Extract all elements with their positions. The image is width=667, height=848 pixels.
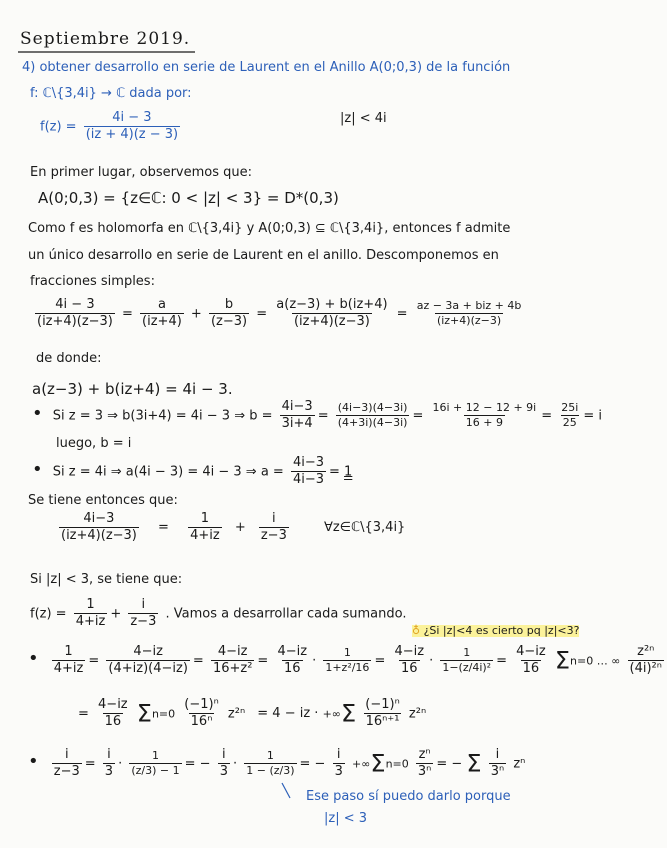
b2-num: 4i−3 bbox=[292, 455, 325, 470]
r-num-1: 4i−3 bbox=[83, 511, 115, 526]
pf-den-1: (iz+4)(z−3) bbox=[37, 314, 113, 330]
text-then-b: luego, b = i bbox=[56, 436, 132, 451]
e2-frac-1 bbox=[96, 698, 130, 730]
e3-num-6: i bbox=[336, 747, 341, 762]
pf-num-3: az − 3a + biz + 4b bbox=[416, 299, 522, 313]
e1-frac-2 bbox=[106, 645, 190, 677]
e1-frac-6 bbox=[392, 645, 426, 677]
f-split-lhs: f(z) = bbox=[30, 606, 67, 622]
r-condition: ∀z∈ℂ\{3,4i} bbox=[324, 520, 406, 536]
bullet-dot: • bbox=[28, 751, 39, 773]
e3-den-8: 3ⁿ bbox=[490, 764, 505, 780]
r-num-2: 1 bbox=[200, 511, 209, 526]
text-holomorphic: Como f es holomorfa en ℂ\{3,4i} y A(0;0,3) ⊆ ℂ\{3,4i}, entonces f admite bbox=[28, 221, 511, 236]
b1-num-4: 25i bbox=[561, 401, 579, 415]
f-split-frac-2 bbox=[128, 598, 158, 630]
function-definition bbox=[40, 111, 183, 143]
pf-num-a: a bbox=[157, 297, 166, 312]
e1-sum-bounds: n=0 … ∞ bbox=[570, 654, 621, 668]
e1-num-5: 1 bbox=[343, 646, 351, 660]
sigma-symbol: Σ bbox=[466, 749, 482, 778]
sigma-symbol: Σ bbox=[370, 749, 386, 778]
e3-frac-3 bbox=[129, 750, 181, 777]
e3-frac-6 bbox=[333, 748, 345, 780]
e3-num-5: 1 bbox=[266, 749, 274, 763]
expansion-line-2: = $\frac{4-iz}{16}$ Σn=0 $\frac{\text{(−1)ⁿ}}{\text{16ⁿ}}$ z²ⁿ = 4 − iz · +∞Σ $\frac{\text{(−1)ⁿ}}{\text{16ⁿ⁺¹}}$ z²ⁿ bbox=[78, 697, 427, 730]
bullet-dot: • bbox=[32, 403, 43, 425]
e3-num-2: i bbox=[107, 747, 111, 762]
b2-result: 1 bbox=[344, 464, 353, 480]
e3-den-1: z−3 bbox=[53, 764, 80, 780]
e3-frac-8 bbox=[489, 748, 506, 780]
bullet2-text: Si z = 4i ⇒ a(4i − 3) = 4i − 3 ⇒ a = bbox=[52, 464, 284, 480]
e1-num-6: 4−iz bbox=[394, 644, 425, 659]
e1-num-3: 4−iz bbox=[217, 644, 248, 659]
decomposition-result: $\frac{4i-3}{(iz+4)(z-3)}$ = $\frac{1}{4+iz}$ + $\frac{i}{z-3}$ ∀z∈ℂ\{3,4i} bbox=[61, 511, 406, 544]
b2-fraction bbox=[291, 456, 326, 488]
e1-frac-4 bbox=[275, 645, 309, 677]
e1-den-1: 4+iz bbox=[53, 661, 84, 677]
e1-num-4: 4−iz bbox=[277, 644, 308, 659]
text-if-z-less-3: Si |z| < 3, se tiene que: bbox=[30, 572, 183, 587]
e3-num-4: i bbox=[222, 747, 226, 762]
e1-num-1: 1 bbox=[64, 644, 73, 659]
pf-fraction-3 bbox=[415, 300, 524, 327]
pf-den-a: (iz+4) bbox=[142, 314, 182, 330]
sigma-symbol: Σ bbox=[340, 699, 357, 728]
e3-frac-7 bbox=[416, 748, 433, 780]
e2-power: z²ⁿ bbox=[227, 706, 246, 722]
margin-note-2-line2: |z| < 3 bbox=[324, 811, 368, 826]
b1-result: i bbox=[598, 408, 602, 424]
e1-den-9: (4i)²ⁿ bbox=[629, 661, 662, 677]
pf-fraction-2 bbox=[274, 298, 389, 330]
e1-den-5: 1+z²/16 bbox=[325, 661, 370, 675]
region-condition: |z| < 4i bbox=[340, 111, 387, 126]
pf-num-1: 4i − 3 bbox=[55, 297, 95, 312]
margin-note-2-line1: Ese paso sí puedo darlo porque bbox=[306, 789, 511, 804]
e3-den-5: 1 − (z/3) bbox=[246, 764, 295, 778]
e1-den-7: 1−(z/4i)² bbox=[442, 661, 492, 675]
e2-sum-lower: n=0 bbox=[151, 707, 176, 721]
problem-statement-line2: f: ℂ\{3,4i} → ℂ dada por: bbox=[30, 86, 192, 101]
e2-frac-2 bbox=[182, 698, 221, 730]
pf-fraction-1 bbox=[35, 298, 115, 330]
e1-frac-1 bbox=[52, 645, 86, 677]
b1-fraction-3 bbox=[430, 402, 538, 429]
e1-frac-7 bbox=[440, 647, 493, 674]
e3-num-1: i bbox=[64, 747, 69, 762]
e3-den-2: 3 bbox=[104, 764, 114, 780]
e3-num-7: zⁿ bbox=[418, 747, 431, 762]
e3-frac-4 bbox=[218, 748, 230, 780]
e1-num-8: 4−iz bbox=[516, 644, 546, 659]
f-split-den-2: z−3 bbox=[130, 614, 157, 630]
e2-num-1: 4−iz bbox=[98, 697, 128, 712]
f-split-frac-1 bbox=[74, 598, 108, 630]
pf-num-2: a(z−3) + b(iz+4) bbox=[276, 297, 388, 312]
bullet-dot: • bbox=[28, 648, 39, 670]
e1-frac-8 bbox=[514, 645, 548, 677]
e3-den-3: (z/3) − 1 bbox=[131, 764, 180, 778]
e1-den-3: 16+z² bbox=[212, 661, 253, 677]
e1-den-8: 16 bbox=[522, 661, 540, 677]
b1-fraction-2 bbox=[336, 402, 410, 429]
e1-num-7: 1 bbox=[463, 646, 471, 660]
partial-fraction-equation: $\frac{4i - 3}{(iz+4)(z-3)}$ = $\frac{a}{(iz+4)}$ + $\frac{b}{(z-3)}$ = $\frac{a(z-3) + b(iz+4)}{(iz+4)(z-3)}$ = $\frac{\text{az − 3a + biz + 4b}}{(iz+4)(z-3)}$ bbox=[37, 297, 522, 330]
pf-fraction-b bbox=[209, 298, 249, 330]
b2-den: 4i−3 bbox=[292, 472, 325, 488]
e3-frac-5 bbox=[244, 750, 296, 777]
b1-fraction-4 bbox=[559, 402, 580, 429]
pf-num-b: b bbox=[224, 297, 234, 312]
e2-power-2: z²ⁿ bbox=[408, 706, 427, 722]
e3-frac-1 bbox=[52, 748, 82, 780]
function-fraction bbox=[84, 111, 180, 143]
text-unique: un único desarrollo en serie de Laurent en el anillo. Descomponemos en bbox=[28, 248, 499, 263]
e2-den-2: 16ⁿ bbox=[190, 714, 213, 730]
e3-sum-lower: n=0 bbox=[385, 757, 409, 771]
e3-den-7: 3ⁿ bbox=[417, 764, 432, 780]
bulb-icon: ♁ bbox=[412, 624, 421, 637]
e2-den-1: 16 bbox=[104, 714, 122, 730]
text-therefore: Se tiene entonces que: bbox=[28, 493, 178, 508]
b1-den-2: (4+3i)(4−3i) bbox=[337, 416, 408, 430]
f-split-num-1: 1 bbox=[86, 597, 95, 612]
margin-note bbox=[412, 625, 579, 637]
text-from-where: de donde: bbox=[36, 351, 102, 366]
e3-den-4: 3 bbox=[219, 764, 228, 780]
identity-equation: a(z−3) + b(iz+4) = 4i − 3. bbox=[32, 380, 233, 398]
r-den-1: (iz+4)(z−3) bbox=[61, 528, 137, 544]
e2-num-3: (−1)ⁿ bbox=[365, 697, 400, 712]
pf-fraction-a bbox=[140, 298, 184, 330]
f-split-line: f(z) = $\frac{1}{4+iz}$ + $\frac{i}{z-3}$ . Vamos a desarrollar cada sumando. bbox=[30, 597, 407, 630]
e1-frac-5 bbox=[323, 647, 371, 674]
text-observe: En primer lugar, observemos que: bbox=[30, 165, 253, 180]
e3-frac-2 bbox=[103, 748, 115, 780]
function-numerator: 4i − 3 bbox=[112, 110, 152, 125]
e3-num-3: 1 bbox=[151, 749, 159, 763]
pf-den-3: (iz+4)(z−3) bbox=[436, 314, 502, 328]
e1-den-4: 16 bbox=[283, 661, 301, 677]
r-fraction-3 bbox=[259, 512, 289, 544]
e2-frac-3 bbox=[363, 698, 402, 730]
r-den-3: z−3 bbox=[260, 528, 287, 544]
e1-den-2: (4+iz)(4−iz) bbox=[108, 661, 188, 677]
function-lhs: f(z) = bbox=[40, 119, 77, 135]
b1-fraction-1 bbox=[280, 400, 315, 432]
r-fraction-1 bbox=[59, 512, 139, 544]
expansion-line-1: • $\frac{1}{4+iz}$ = $\frac{4-iz}{(4+iz)(4-iz)}$ = $\frac{4-iz}{\text{16+z²}}$ = $\frac{4-iz}{16}$ · $\frac{1}{\text{1+z²/16}}$ = $\frac{4-iz}{16}$ · $\frac{1}{\text{1−(z/4i)²}}$ = $\frac{4-iz}{16}$ Σn=0 … ∞ $\frac{\text{z²ⁿ}}{\text{(4i)²ⁿ}}$ bbox=[28, 644, 662, 677]
bullet1-text: Si z = 3 ⇒ b(3i+4) = 4i − 3 ⇒ b = bbox=[52, 408, 273, 424]
pf-den-2: (iz+4)(z−3) bbox=[293, 314, 370, 330]
bullet-z-equals-3: • Si z = 3 ⇒ b(3i+4) = 4i − 3 ⇒ b = $\frac{4i-3}{3i+4}$ = $\frac{(4i-3)(4-3i)}{(4+3i)(4-3i)}$ = $\frac{16i + 12 - 12 + 9i}{16 + 9}$ = $\frac{25i}{25}$ = i bbox=[32, 399, 602, 432]
e3-sum-upper: +∞ bbox=[352, 757, 371, 771]
sigma-symbol: Σ bbox=[136, 699, 152, 728]
f-split-text: . Vamos a desarrollar cada sumando. bbox=[165, 606, 407, 622]
e3-num-8: i bbox=[495, 747, 500, 762]
e1-den-6: 16 bbox=[401, 661, 418, 677]
e2-den-3: 16ⁿ⁺¹ bbox=[365, 714, 400, 730]
b1-den-3: 16 + 9 bbox=[465, 416, 503, 430]
sigma-symbol: Σ bbox=[554, 646, 571, 675]
b1-num-3: 16i + 12 − 12 + 9i bbox=[432, 401, 537, 415]
function-denominator: (iz + 4)(z − 3) bbox=[85, 127, 179, 143]
b1-den-1: 3i+4 bbox=[281, 416, 313, 432]
bullet-z-equals-4i: • Si z = 4i ⇒ a(4i − 3) = 4i − 3 ⇒ a = $\frac{4i-3}{4i-3}$ = 1 bbox=[32, 455, 353, 488]
margin-note-text: ¿Si |z|<4 es cierto pq |z|<3? bbox=[423, 624, 580, 637]
b1-num-2: (4i−3)(4−3i) bbox=[337, 401, 408, 415]
e1-num-9: z²ⁿ bbox=[637, 644, 655, 659]
r-den-2: 4+iz bbox=[190, 528, 220, 544]
expansion-line-3: • $\frac{i}{z-3}$ = $\frac{i}{3}$ · $\frac{1}{(z/3) - 1}$ = − $\frac{i}{3}$ · $\frac{1}{1 - (z/3)}$ = − $\frac{i}{3}$ +∞Σn=0 $\frac{\text{zⁿ}}{\text{3ⁿ}}$ = − Σ $\frac{i}{\text{3ⁿ}}$ zⁿ bbox=[28, 747, 526, 780]
r-fraction-2 bbox=[188, 512, 222, 544]
bullet-dot: • bbox=[32, 459, 43, 481]
e2-middle: = 4 − iz · bbox=[257, 706, 319, 722]
r-num-3: i bbox=[272, 511, 276, 526]
page-title: Septiembre 2019. bbox=[20, 29, 191, 49]
f-split-num-2: i bbox=[141, 597, 146, 612]
pf-den-b: (z−3) bbox=[210, 314, 248, 330]
text-partial-fractions: fracciones simples: bbox=[30, 274, 155, 289]
annulus-definition: A(0;0,3) = {z∈ℂ: 0 < |z| < 3} = D*(0,3) bbox=[38, 189, 339, 207]
b1-den-4: 25 bbox=[562, 416, 577, 430]
e1-num-2: 4−iz bbox=[133, 644, 163, 659]
f-split-den-1: 4+iz bbox=[75, 614, 106, 630]
b1-num-1: 4i−3 bbox=[281, 399, 313, 414]
e1-frac-9 bbox=[628, 645, 664, 677]
e2-sum-upper: +∞ bbox=[322, 707, 341, 721]
e2-num-2: (−1)ⁿ bbox=[184, 697, 219, 712]
e3-power: zⁿ bbox=[513, 756, 526, 772]
e3-den-6: 3 bbox=[334, 764, 343, 780]
e1-frac-3 bbox=[211, 645, 254, 677]
problem-statement-line1: 4) obtener desarrollo en serie de Laurent en el Anillo A(0;0,3) de la función bbox=[22, 60, 511, 75]
